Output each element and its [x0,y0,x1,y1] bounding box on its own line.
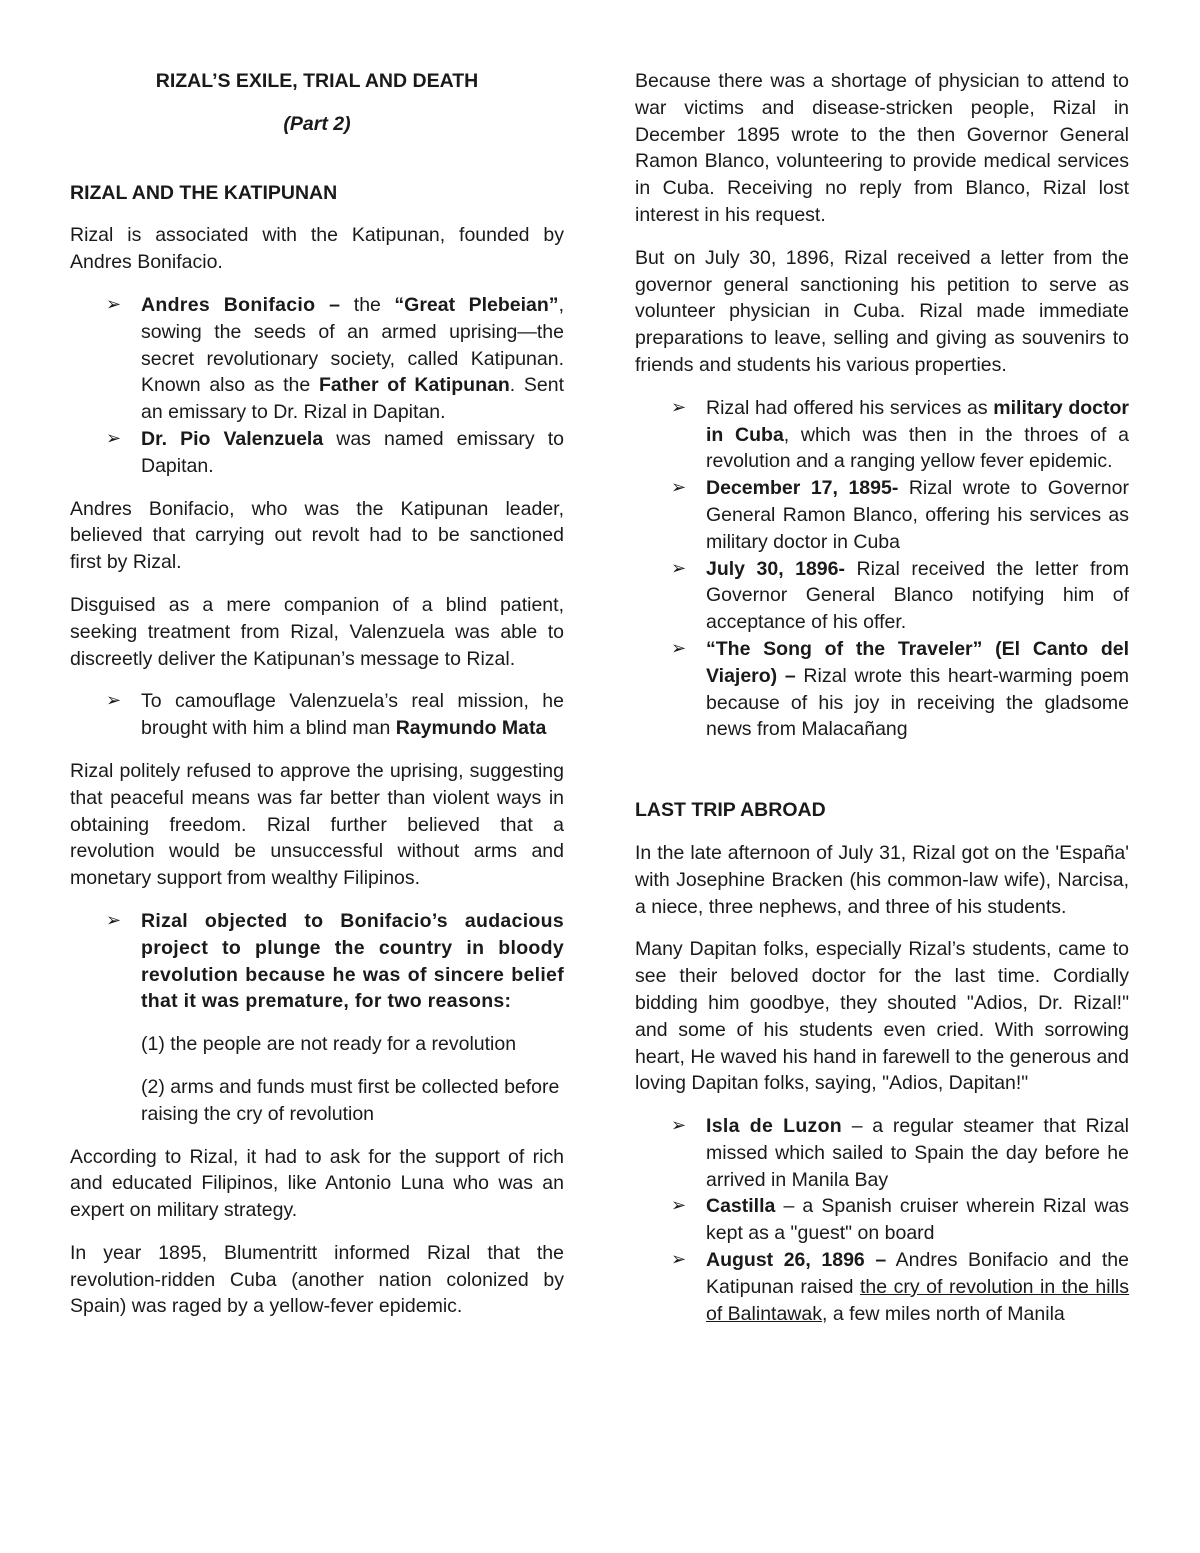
bold-text: Castilla [706,1195,776,1218]
text: Rizal wrote this heart-warming poem because of his joy in receiving the gladsome news from Malacañang [706,664,1129,741]
text: Andres Bonifacio and the Katipunan raised [706,1249,1129,1298]
paragraph: Many Dapitan folks, especially Rizal’s students, came to see their beloved doctor for the last time. Cordially bidding him goodbye, they shouted "Adios, Dr. Rizal!" and some of his students even cried. With sorrowing heart, He waved his hand in farewell to the generous and loving Dapitan folks, saying, "Adios, Dapitan!" [635,938,1129,1095]
bullet-list [635,395,1129,743]
bold-text: Father of Katipunan [318,374,510,397]
bullet-list [635,1113,1129,1327]
paragraph: But on July 30, 1896, Rizal received a letter from the governor general sanctioning his petition to serve as volunteer physician in Cuba. Rizal made immediate preparations to leave, selling and giving as souvenirs to friends and students his various properties. [635,246,1129,376]
paragraph: According to Rizal, it had to ask for the support of rich and educated Filipinos, like Antonio Luna who was an expert on military strategy. [70,1145,564,1222]
paragraph: Rizal politely refused to approve the uprising, suggesting that peaceful means was far better than violent ways in obtaining freedom. Rizal further believed that a revolution would be unsuccessful without arms and monetary support from wealthy Filipinos. [70,759,564,890]
text: was named emissary to Dapitan. [141,427,564,477]
bold-text: December 17, 1895- [706,477,899,500]
list-item [635,1193,1129,1247]
arrowhead-bullet-icon: ➢ [106,293,122,315]
reason-item: (1) the people are not ready for a revolution [141,1033,517,1056]
text: the [340,293,395,316]
arrowhead-bullet-icon: ➢ [671,557,687,579]
bold-text: Isla de Luzon [706,1115,843,1138]
bold-text: August 26, 1896 – [706,1249,887,1272]
paragraph: In the late afternoon of July 31, Rizal got on the 'España' with Josephine Bracken (his common-law wife), Narcisa, a niece, three nephews, and three of his students. [635,841,1129,918]
paragraph: Andres Bonifacio, who was the Katipunan leader, believed that carrying out revolt had to be sanctioned first by Rizal. [70,497,564,574]
list-item [70,908,564,1015]
list-item [635,395,1129,475]
paragraph: Disguised as a mere companion of a blind patient, seeking treatment from Rizal, Valenzuela was able to discreetly deliver the Katipunan’s message to Rizal. [70,593,564,670]
arrowhead-bullet-icon: ➢ [671,396,687,418]
text: , which was then in the throes of a revolution and a ranging yellow fever epidemic. [706,423,1129,473]
bold-text: “The Song of the Traveler” (El Canto del Viajero) – [706,637,1129,687]
arrowhead-bullet-icon: ➢ [671,477,687,499]
document-title: RIZAL’S EXILE, TRIAL AND DEATH [155,70,479,92]
bold-text: “Great Plebeian” [394,293,559,316]
right-column [635,68,1129,1343]
list-item [635,636,1129,743]
list-item [635,475,1129,555]
arrowhead-bullet-icon: ➢ [671,1115,687,1137]
section-heading-katipunan: RIZAL AND THE KATIPUNAN [70,181,338,204]
bold-text: Dr. Pio Valenzuela [141,427,324,450]
reason-item: (2) arms and funds must first be collected before raising the cry of revolution [141,1075,560,1125]
paragraph: Rizal is associated with the Katipunan, founded by Andres Bonifacio. [70,224,564,274]
list-item [635,1113,1129,1193]
bold-text: Raymundo Mata [395,717,547,740]
text: To camouflage Valenzuela’s real mission, he brought with him a blind man [141,690,564,740]
list-item [635,1247,1129,1327]
list-item [70,688,564,742]
bullet-list [70,908,564,1015]
arrowhead-bullet-icon: ➢ [106,427,122,449]
text: Rizal had offered his services as [706,396,994,419]
list-item [70,426,564,480]
section-heading-last-trip: LAST TRIP ABROAD [635,799,826,822]
list-item [635,556,1129,636]
bold-text: Andres Bonifacio – [141,293,341,316]
text: . Sent an emissary to Dr. Rizal in Dapitan. [141,374,564,424]
left-column [70,68,564,1336]
bold-text: July 30, 1896- [706,557,845,580]
paragraph: Because there was a shortage of physician to attend to war victims and disease-stricken people, Rizal in December 1895 wrote to the then Governor General Ramon Blanco, volunteering to provide medical services in Cuba. Receiving no reply from Blanco, Rizal lost interest in his request. [635,70,1129,226]
arrowhead-bullet-icon: ➢ [106,909,122,931]
text: Rizal wrote to Governor General Ramon Blanco, offering his services as military doctor in Cuba [706,477,1129,553]
bold-text: Rizal objected to Bonifacio’s audacious project to plunge the country in bloody revolution because he was of sincere belief that it was premature, for two reasons: [141,909,564,1013]
document-subtitle: (Part 2) [283,112,351,135]
text: Rizal received the letter from Governor General Blanco notifying him of acceptance of his offer. [706,557,1129,634]
bold-text: military doctor in Cuba [706,396,1129,446]
text: – a Spanish cruiser wherein Rizal was kept as a "guest" on board [706,1195,1129,1245]
bullet-list [70,688,564,742]
arrowhead-bullet-icon: ➢ [671,1195,687,1217]
paragraph: In year 1895, Blumentritt informed Rizal that the revolution-ridden Cuba (another nation colonized by Spain) was raged by a yellow-fever epidemic. [70,1241,564,1318]
list-item [70,292,564,426]
text: – a regular steamer that Rizal missed which sailed to Spain the day before he arrived in Manila Bay [706,1115,1129,1191]
underlined-text: the cry of revolution in the hills of Balintawak [706,1275,1129,1325]
arrowhead-bullet-icon: ➢ [671,1249,687,1271]
text: , a few miles north of Manila [821,1302,1065,1325]
arrowhead-bullet-icon: ➢ [671,637,687,659]
bullet-list [70,292,564,480]
arrowhead-bullet-icon: ➢ [106,690,122,712]
text: , sowing the seeds of an armed uprising—the secret revolutionary society, called Katipunan. Known also as the [141,293,564,397]
